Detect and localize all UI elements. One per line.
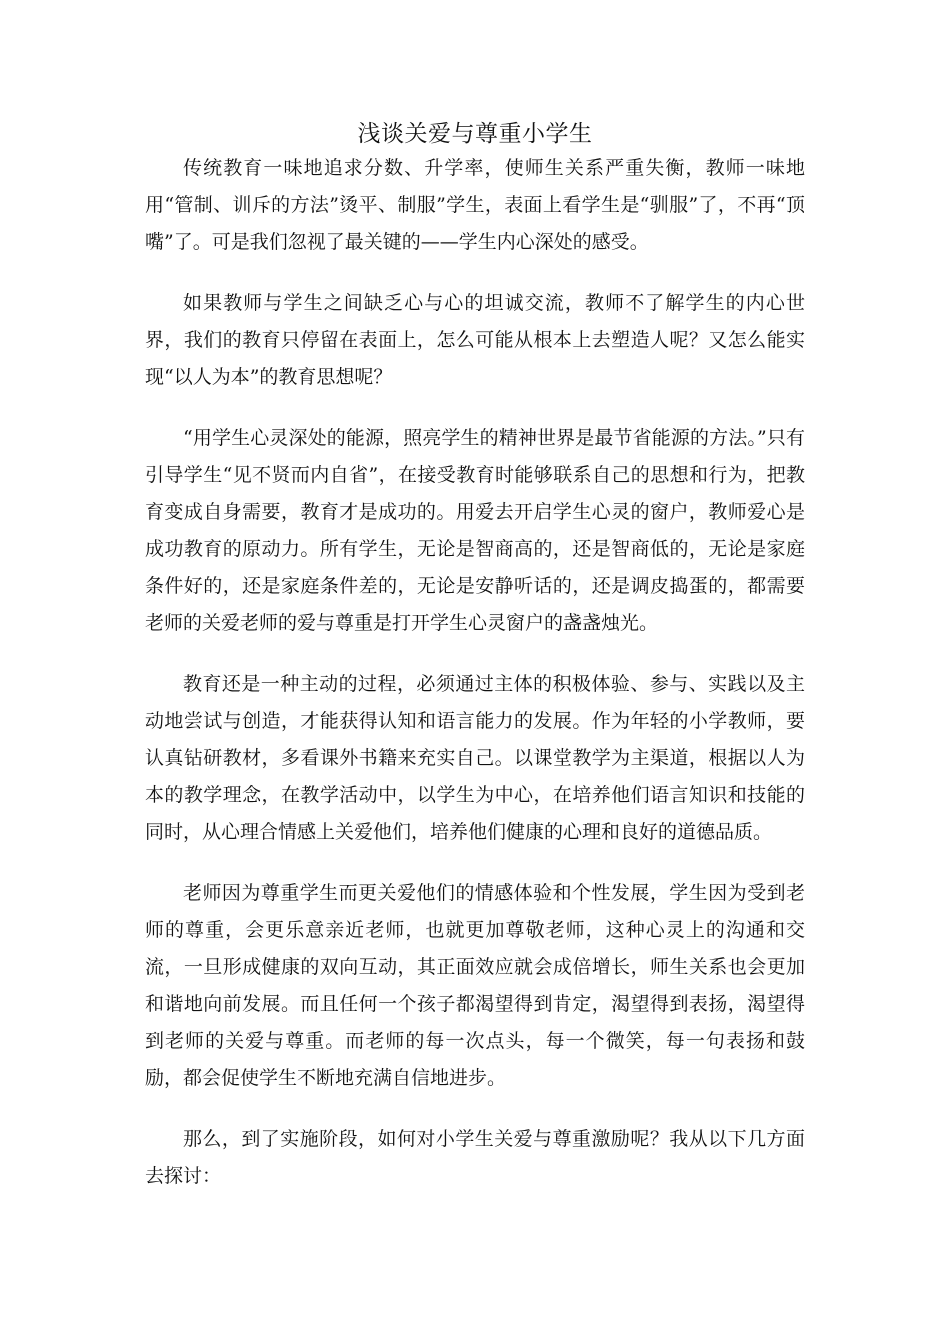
paragraph-3: “用学生心灵深处的能源，照亮学生的精神世界是最节省能源的方法。”只有引导学生“见不贤而内自省”，在接受教育时能够联系自己的思想和行为，把教育变成自身需要，教育才是成功的。用爱去开启学生心灵的窗户，教师爱心是成功教育的原动力。所有学生，无论是智商高的，还是智商低的，无论是家庭条件好的，还是家庭条件差的，无论是安静听话的，还是调皮捣蛋的，都需要老师的关爱老师的爱与尊重是打开学生心灵窗户的盏盏烛光。 <box>145 427 805 634</box>
paragraph-5: 老师因为尊重学生而更关爱他们的情感体验和个性发展，学生因为受到老师的尊重，会更乐意亲近老师，也就更加尊敬老师，这种心灵上的沟通和交流，一旦形成健康的双向互动，其正面效应就会成倍增长，师生关系也会更加和谐地向前发展。而且任何一个孩子都渴望得到肯定，渴望得到表扬，渴望得到老师的关爱与尊重。而老师的每一次点头，每一个微笑，每一句表扬和鼓励，都会促使学生不断地充满自信地进步。 <box>145 882 805 1089</box>
paragraph-1: 传统教育一味地追求分数、升学率，使师生关系严重失衡，教师一味地用“管制、训斥的方法”烫平、制服”学生，表面上看学生是“驯服”了，不再“顶嘴”了。可是我们忽视了最关键的——学生内心深处的感受。 <box>145 157 805 253</box>
paragraph-6: 那么，到了实施阶段，如何对小学生关爱与尊重激励呢？我从以下几方面去探讨： <box>145 1128 805 1187</box>
paragraph-2: 如果教师与学生之间缺乏心与心的坦诚交流，教师不了解学生的内心世界，我们的教育只停留在表面上，怎么可能从根本上去塑造人呢？又怎么能实现“以人为本”的教育思想呢？ <box>145 292 805 388</box>
paragraph-4: 教育还是一种主动的过程，必须通过主体的积极体验、参与、实践以及主动地尝试与创造，才能获得认知和语言能力的发展。作为年轻的小学教师，要认真钻研教材，多看课外书籍来充实自己。以课堂教学为主渠道，根据以人为本的教学理念，在教学活动中，以学生为中心，在培养他们语言知识和技能的同时，从心理合情感上关爱他们，培养他们健康的心理和良好的道德品质。 <box>145 673 805 843</box>
document-title: 浅谈关爱与尊重小学生 <box>357 121 593 147</box>
document-page <box>145 118 805 1195</box>
